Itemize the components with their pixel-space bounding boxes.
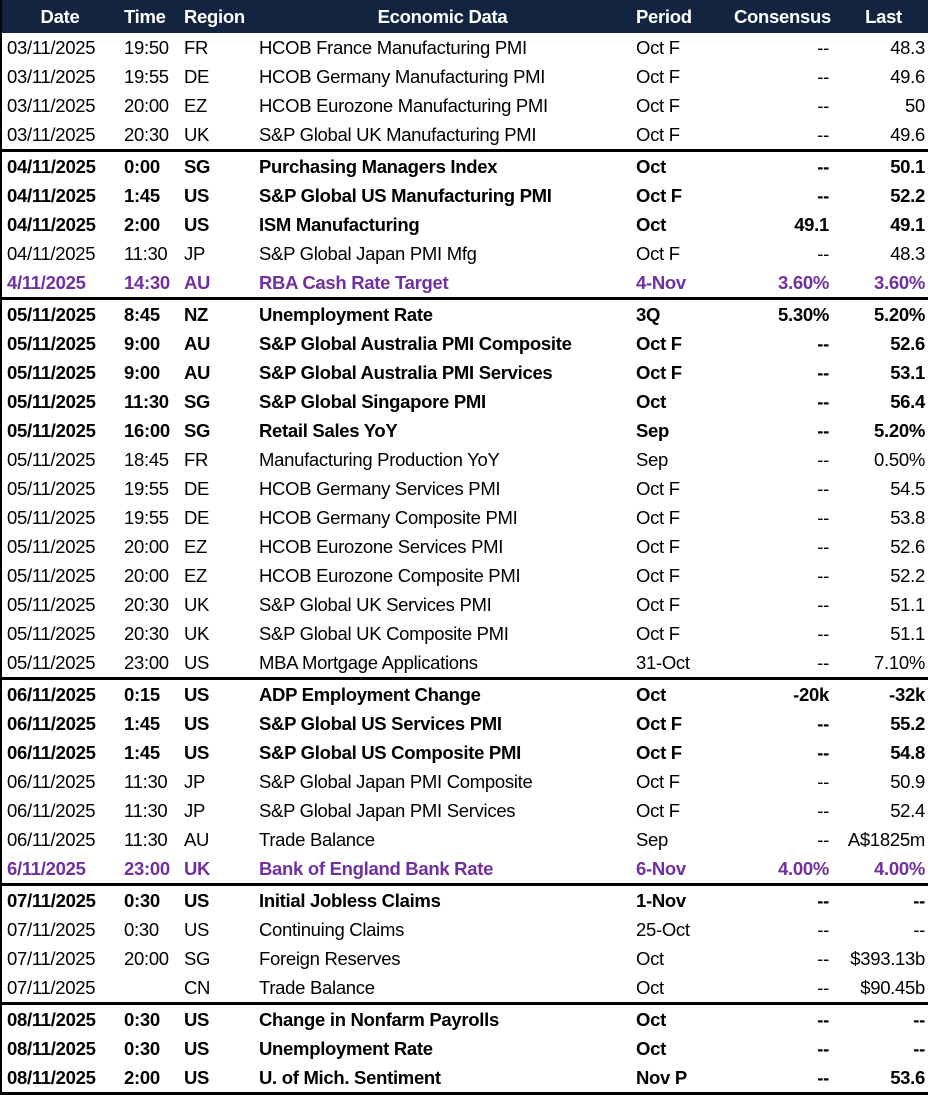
cell-date[interactable]: 05/11/2025	[7, 420, 96, 441]
cell-date[interactable]: 07/11/2025	[7, 919, 96, 940]
cell-last[interactable]: 48.3	[890, 37, 925, 58]
cell-period[interactable]: Oct F	[636, 713, 682, 734]
event-row	[1, 268, 928, 299]
cell-region[interactable]: US	[184, 1067, 210, 1088]
cell-time[interactable]: 16:00	[124, 420, 170, 441]
cell-period[interactable]: Nov P	[636, 1067, 687, 1088]
cell-time[interactable]: 14:30	[124, 272, 170, 293]
cell-region[interactable]: EZ	[184, 95, 208, 116]
cell-consensus[interactable]: --	[817, 185, 829, 206]
header-time[interactable]: Time	[118, 0, 180, 33]
cell-time[interactable]	[118, 973, 180, 1004]
cell-region[interactable]: UK	[184, 124, 210, 145]
cell-region[interactable]: UK	[184, 858, 211, 879]
cell-last[interactable]: --	[839, 1004, 928, 1035]
cell-period[interactable]: Oct	[631, 1004, 729, 1035]
cell-region[interactable]: DE	[184, 478, 210, 499]
cell-event[interactable]: S&P Global Japan PMI Composite	[259, 771, 533, 792]
event-row	[1, 648, 928, 679]
cell-region[interactable]: US	[180, 885, 254, 916]
event-row	[1, 619, 928, 648]
cell-period[interactable]: 4-Nov	[636, 272, 686, 293]
cell-time[interactable]: 19:55	[124, 478, 169, 499]
cell-date[interactable]: 05/11/2025	[7, 362, 96, 383]
event-row	[1, 503, 928, 532]
cell-last[interactable]: 52.4	[890, 800, 925, 821]
cell-event[interactable]: S&P Global Japan PMI Services	[259, 800, 516, 821]
event-row	[1, 329, 928, 358]
cell-date[interactable]: 05/11/2025	[7, 507, 96, 528]
cell-date[interactable]: 03/11/2025	[7, 37, 96, 58]
cell-period[interactable]: Oct F	[636, 95, 680, 116]
cell-region[interactable]: SG	[184, 948, 211, 969]
cell-period[interactable]: Oct F	[636, 66, 680, 87]
cell-time[interactable]: 2:00	[124, 1067, 160, 1088]
cell-event[interactable]: S&P Global UK Composite PMI	[259, 623, 509, 644]
cell-last[interactable]: 55.2	[890, 713, 925, 734]
cell-last[interactable]: 3.60%	[874, 272, 925, 293]
cell-region[interactable]: SG	[180, 151, 254, 182]
cell-last[interactable]: 7.10%	[874, 652, 925, 673]
cell-region[interactable]: NZ	[180, 299, 254, 330]
cell-period[interactable]: Sep	[636, 829, 669, 850]
cell-event[interactable]: S&P Global Japan PMI Mfg	[259, 243, 477, 264]
cell-last[interactable]: $90.45b	[860, 977, 925, 998]
cell-date[interactable]: 06/11/2025	[7, 713, 96, 734]
cell-time[interactable]: 9:00	[124, 333, 160, 354]
cell-last[interactable]: -32k	[839, 679, 928, 710]
cell-last[interactable]: 52.6	[890, 333, 925, 354]
event-row	[1, 973, 928, 1004]
cell-time[interactable]: 19:55	[124, 507, 169, 528]
cell-last[interactable]: 50.9	[890, 771, 925, 792]
cell-consensus[interactable]: --	[817, 391, 829, 412]
cell-last[interactable]: 49.6	[890, 124, 925, 145]
cell-period[interactable]: Oct	[636, 948, 664, 969]
cell-region[interactable]: CN	[184, 977, 211, 998]
cell-region[interactable]: DE	[184, 507, 210, 528]
cell-time[interactable]: 19:50	[124, 37, 169, 58]
cell-period[interactable]: Oct F	[636, 623, 680, 644]
cell-date[interactable]: 05/11/2025	[7, 536, 96, 557]
event-row	[1, 532, 928, 561]
cell-consensus[interactable]: --	[817, 449, 829, 470]
cell-event[interactable]: Unemployment Rate	[259, 1038, 433, 1059]
cell-region[interactable]: FR	[184, 37, 209, 58]
cell-date[interactable]: 03/11/2025	[7, 95, 96, 116]
cell-last[interactable]: $393.13b	[850, 948, 925, 969]
cell-time[interactable]: 0:30	[118, 1004, 180, 1035]
cell-time[interactable]: 23:00	[124, 858, 170, 879]
cell-consensus[interactable]: --	[817, 919, 829, 940]
cell-last[interactable]: 0.50%	[874, 449, 925, 470]
cell-last[interactable]: 52.6	[890, 536, 925, 557]
cell-period[interactable]: Sep	[636, 420, 670, 441]
cell-last[interactable]: 5.20%	[874, 420, 925, 441]
cell-region[interactable]: US	[180, 679, 254, 710]
cell-last[interactable]: 53.8	[890, 507, 925, 528]
cell-period[interactable]: Oct	[636, 1038, 666, 1059]
event-row	[1, 709, 928, 738]
cell-period[interactable]: Oct F	[636, 333, 682, 354]
cell-region[interactable]: EZ	[184, 536, 208, 557]
cell-region[interactable]: US	[184, 185, 210, 206]
cell-date[interactable]: 04/11/2025	[7, 185, 96, 206]
cell-last[interactable]: --	[913, 1038, 925, 1059]
cell-period[interactable]: Oct F	[636, 243, 680, 264]
cell-period[interactable]: 25-Oct	[636, 919, 690, 940]
cell-consensus[interactable]: --	[817, 124, 829, 145]
cell-consensus[interactable]: --	[729, 151, 839, 182]
event-row	[1, 1034, 928, 1063]
cell-region[interactable]: UK	[184, 594, 210, 615]
event-row	[1, 210, 928, 239]
event-row	[1, 1004, 928, 1035]
cell-region[interactable]: SG	[184, 420, 211, 441]
cell-region[interactable]: AU	[184, 272, 211, 293]
cell-last[interactable]: 49.6	[890, 66, 925, 87]
cell-time[interactable]: 1:45	[124, 713, 160, 734]
cell-date[interactable]: 4/11/2025	[7, 272, 86, 293]
cell-time[interactable]: 11:30	[124, 391, 169, 412]
cell-consensus[interactable]: --	[817, 507, 829, 528]
cell-event[interactable]: Continuing Claims	[259, 919, 405, 940]
event-row	[1, 181, 928, 210]
cell-consensus[interactable]: --	[817, 362, 829, 383]
cell-period[interactable]: Oct F	[636, 185, 682, 206]
cell-last[interactable]: 51.1	[890, 623, 925, 644]
cell-last[interactable]: 50	[905, 95, 925, 116]
cell-time[interactable]: 20:30	[124, 623, 169, 644]
cell-period[interactable]: Oct F	[636, 536, 680, 557]
event-row	[1, 474, 928, 503]
event-row	[1, 561, 928, 590]
cell-period[interactable]: Oct F	[636, 800, 680, 821]
cell-region[interactable]: JP	[184, 243, 205, 264]
cell-event[interactable]: Unemployment Rate	[254, 299, 631, 330]
event-row	[1, 33, 928, 62]
cell-date[interactable]: 06/11/2025	[7, 800, 96, 821]
event-row	[1, 679, 928, 710]
cell-time[interactable]: 18:45	[124, 449, 169, 470]
event-row	[1, 944, 928, 973]
cell-consensus[interactable]: --	[817, 800, 829, 821]
cell-event[interactable]: Change in Nonfarm Payrolls	[254, 1004, 631, 1035]
cell-date[interactable]: 04/11/2025	[7, 214, 96, 235]
event-row	[1, 445, 928, 474]
cell-last[interactable]: 54.8	[890, 742, 925, 763]
cell-time[interactable]: 20:30	[124, 124, 169, 145]
cell-date[interactable]: 05/11/2025	[7, 333, 96, 354]
event-row	[1, 738, 928, 767]
cell-period[interactable]: Oct F	[636, 771, 680, 792]
event-row	[1, 825, 928, 854]
cell-date[interactable]: 05/11/2025	[1, 299, 118, 330]
cell-event[interactable]: U. of Mich. Sentiment	[259, 1067, 441, 1088]
cell-time[interactable]: 20:30	[124, 594, 169, 615]
cell-last[interactable]: 50.1	[839, 151, 928, 182]
calendar-body	[1, 33, 928, 1094]
cell-time[interactable]: 11:30	[124, 829, 168, 850]
cell-last[interactable]: 56.4	[890, 391, 925, 412]
event-row	[1, 854, 928, 885]
cell-date[interactable]: 08/11/2025	[7, 1067, 96, 1088]
cell-region[interactable]: JP	[184, 771, 205, 792]
cell-consensus[interactable]: --	[817, 37, 829, 58]
event-row	[1, 915, 928, 944]
cell-event[interactable]: ISM Manufacturing	[259, 214, 420, 235]
cell-date[interactable]: 05/11/2025	[7, 391, 96, 412]
header-period[interactable]: Period	[631, 0, 729, 33]
cell-time[interactable]: 8:45	[118, 299, 180, 330]
cell-date[interactable]: 05/11/2025	[7, 652, 96, 673]
cell-period[interactable]: Oct	[631, 679, 729, 710]
event-row	[1, 387, 928, 416]
cell-event[interactable]: Trade Balance	[259, 829, 375, 850]
cell-last[interactable]: --	[839, 885, 928, 916]
event-row	[1, 416, 928, 445]
cell-event[interactable]: S&P Global UK Services PMI	[259, 594, 492, 615]
cell-date[interactable]: 07/11/2025	[7, 948, 96, 969]
cell-time[interactable]: 1:45	[124, 742, 160, 763]
cell-event[interactable]: Retail Sales YoY	[259, 420, 398, 441]
cell-last[interactable]: --	[913, 919, 925, 940]
cell-event[interactable]: Manufacturing Production YoY	[259, 449, 500, 470]
cell-region[interactable]: US	[184, 713, 210, 734]
cell-region[interactable]: EZ	[184, 565, 208, 586]
cell-date[interactable]: 06/11/2025	[7, 742, 96, 763]
cell-last[interactable]: 49.1	[890, 214, 925, 235]
cell-event[interactable]: HCOB France Manufacturing PMI	[259, 37, 527, 58]
cell-event[interactable]: MBA Mortgage Applications	[259, 652, 478, 673]
event-row	[1, 796, 928, 825]
cell-consensus[interactable]: 3.60%	[778, 272, 829, 293]
cell-date[interactable]: 05/11/2025	[7, 449, 96, 470]
cell-consensus[interactable]: 49.1	[794, 214, 829, 235]
cell-consensus[interactable]: --	[729, 885, 839, 916]
cell-date[interactable]: 6/11/2025	[7, 858, 86, 879]
cell-time[interactable]: 0:00	[118, 151, 180, 182]
event-row	[1, 1063, 928, 1094]
cell-consensus[interactable]: --	[817, 243, 829, 264]
cell-date[interactable]: 05/11/2025	[7, 594, 96, 615]
header-last[interactable]: Last	[839, 0, 928, 33]
cell-time[interactable]: 1:45	[124, 185, 160, 206]
cell-event[interactable]: S&P Global Australia PMI Composite	[259, 333, 572, 354]
cell-consensus[interactable]: -20k	[729, 679, 839, 710]
event-row	[1, 151, 928, 182]
cell-period[interactable]: Oct	[636, 391, 666, 412]
calendar-header	[1, 0, 928, 33]
cell-consensus[interactable]: --	[729, 1004, 839, 1035]
event-row	[1, 91, 928, 120]
cell-region[interactable]: US	[184, 652, 210, 673]
cell-period[interactable]: Oct	[636, 977, 664, 998]
event-row	[1, 239, 928, 268]
cell-consensus[interactable]: --	[817, 333, 829, 354]
cell-event[interactable]: HCOB Eurozone Services PMI	[259, 536, 504, 557]
cell-event[interactable]: S&P Global UK Manufacturing PMI	[259, 124, 537, 145]
cell-time[interactable]: 0:15	[118, 679, 180, 710]
cell-region[interactable]: FR	[184, 449, 209, 470]
event-row	[1, 590, 928, 619]
cell-consensus[interactable]: --	[817, 742, 829, 763]
cell-consensus[interactable]: --	[817, 652, 829, 673]
cell-consensus[interactable]: --	[817, 623, 829, 644]
cell-region[interactable]: AU	[184, 362, 211, 383]
cell-event[interactable]: Initial Jobless Claims	[254, 885, 631, 916]
cell-consensus[interactable]: --	[817, 771, 829, 792]
cell-time[interactable]: 11:30	[124, 800, 168, 821]
cell-date[interactable]: 05/11/2025	[7, 565, 96, 586]
cell-period[interactable]: Oct	[631, 151, 729, 182]
cell-last[interactable]: A$1825m	[847, 829, 925, 850]
cell-period[interactable]: Oct F	[636, 742, 682, 763]
cell-period[interactable]: Oct F	[636, 565, 680, 586]
event-row	[1, 120, 928, 151]
cell-time[interactable]: 20:00	[124, 536, 169, 557]
cell-date[interactable]: 07/11/2025	[7, 977, 96, 998]
cell-last[interactable]: 52.2	[890, 185, 925, 206]
cell-date[interactable]: 05/11/2025	[7, 623, 96, 644]
header-consensus[interactable]: Consensus	[729, 0, 839, 33]
cell-date[interactable]: 06/11/2025	[7, 771, 96, 792]
cell-period[interactable]: Oct F	[636, 362, 682, 383]
cell-period[interactable]: 3Q	[631, 299, 729, 330]
cell-time[interactable]: 0:30	[124, 1038, 160, 1059]
cell-consensus[interactable]: 4.00%	[778, 858, 829, 879]
cell-consensus[interactable]: 5.30%	[729, 299, 839, 330]
header-region[interactable]: Region	[180, 0, 254, 33]
cell-event[interactable]: S&P Global Australia PMI Services	[259, 362, 553, 383]
event-row	[1, 299, 928, 330]
cell-consensus[interactable]: --	[817, 1067, 829, 1088]
cell-event[interactable]: HCOB Germany Services PMI	[259, 478, 501, 499]
cell-consensus[interactable]: --	[817, 66, 829, 87]
cell-period[interactable]: Oct F	[636, 124, 680, 145]
cell-date[interactable]: 07/11/2025	[1, 885, 118, 916]
cell-last[interactable]: 54.5	[890, 478, 925, 499]
header-date[interactable]: Date	[1, 0, 118, 33]
cell-date[interactable]: 08/11/2025	[1, 1004, 118, 1035]
cell-event[interactable]: HCOB Germany Composite PMI	[259, 507, 518, 528]
cell-region[interactable]: SG	[184, 391, 211, 412]
cell-event[interactable]: HCOB Eurozone Composite PMI	[259, 565, 521, 586]
cell-consensus[interactable]: --	[817, 1038, 829, 1059]
cell-date[interactable]: 06/11/2025	[7, 829, 96, 850]
cell-time[interactable]: 11:30	[124, 771, 168, 792]
event-row	[1, 358, 928, 387]
cell-event[interactable]: ADP Employment Change	[254, 679, 631, 710]
cell-date[interactable]: 08/11/2025	[7, 1038, 96, 1059]
cell-event[interactable]: Purchasing Managers Index	[254, 151, 631, 182]
cell-time[interactable]: 0:30	[124, 919, 159, 940]
cell-consensus[interactable]: --	[817, 977, 829, 998]
cell-consensus[interactable]: --	[817, 565, 829, 586]
cell-period[interactable]: Oct F	[636, 37, 680, 58]
cell-date[interactable]: 04/11/2025	[1, 151, 118, 182]
cell-consensus[interactable]: --	[817, 420, 829, 441]
cell-date[interactable]: 06/11/2025	[1, 679, 118, 710]
cell-region[interactable]: US	[184, 919, 210, 940]
cell-region[interactable]: US	[184, 1038, 210, 1059]
header-row	[1, 0, 928, 33]
cell-consensus[interactable]: --	[817, 713, 829, 734]
cell-consensus[interactable]: --	[817, 594, 829, 615]
cell-time[interactable]: 19:55	[124, 66, 169, 87]
cell-last[interactable]: 53.6	[890, 1067, 925, 1088]
cell-date[interactable]: 04/11/2025	[7, 243, 96, 264]
cell-period[interactable]: Oct	[636, 214, 666, 235]
cell-event[interactable]: HCOB Germany Manufacturing PMI	[259, 66, 546, 87]
cell-date[interactable]: 05/11/2025	[7, 478, 96, 499]
cell-last[interactable]: 5.20%	[839, 299, 928, 330]
cell-event[interactable]: S&P Global Singapore PMI	[259, 391, 486, 412]
cell-event[interactable]: Trade Balance	[259, 977, 375, 998]
cell-period[interactable]: 31-Oct	[636, 652, 690, 673]
cell-region[interactable]: US	[184, 214, 210, 235]
cell-event[interactable]: S&P Global US Composite PMI	[259, 742, 521, 763]
cell-region[interactable]: UK	[184, 623, 210, 644]
event-row	[1, 767, 928, 796]
cell-period[interactable]: 6-Nov	[636, 858, 686, 879]
cell-period[interactable]: Sep	[636, 449, 669, 470]
cell-period[interactable]: 1-Nov	[631, 885, 729, 916]
cell-period[interactable]: Oct F	[636, 507, 680, 528]
cell-consensus[interactable]: --	[817, 95, 829, 116]
cell-consensus[interactable]: --	[817, 478, 829, 499]
event-row	[1, 885, 928, 916]
cell-time[interactable]: 20:00	[124, 948, 169, 969]
cell-region[interactable]: US	[184, 742, 210, 763]
cell-time[interactable]: 2:00	[124, 214, 160, 235]
cell-consensus[interactable]: --	[817, 536, 829, 557]
cell-time[interactable]: 20:00	[124, 565, 169, 586]
cell-event[interactable]: Bank of England Bank Rate	[259, 858, 494, 879]
cell-region[interactable]: DE	[184, 66, 210, 87]
cell-event[interactable]: S&P Global US Manufacturing PMI	[259, 185, 552, 206]
cell-time[interactable]: 23:00	[124, 652, 169, 673]
cell-period[interactable]: Oct F	[636, 478, 680, 499]
cell-consensus[interactable]: --	[817, 948, 829, 969]
cell-time[interactable]: 0:30	[118, 885, 180, 916]
cell-event[interactable]: HCOB Eurozone Manufacturing PMI	[259, 95, 548, 116]
cell-region[interactable]: AU	[184, 829, 210, 850]
cell-period[interactable]: Oct F	[636, 594, 680, 615]
cell-last[interactable]: 53.1	[890, 362, 925, 383]
header-economic-data[interactable]: Economic Data	[254, 0, 631, 33]
cell-last[interactable]: 4.00%	[874, 858, 925, 879]
event-row	[1, 62, 928, 91]
cell-region[interactable]: AU	[184, 333, 211, 354]
cell-consensus[interactable]: --	[817, 829, 829, 850]
cell-event[interactable]: Foreign Reserves	[259, 948, 401, 969]
cell-last[interactable]: 52.2	[890, 565, 925, 586]
cell-time[interactable]: 11:30	[124, 243, 168, 264]
cell-event[interactable]: RBA Cash Rate Target	[259, 272, 449, 293]
cell-last[interactable]: 51.1	[890, 594, 925, 615]
cell-event[interactable]: S&P Global US Services PMI	[259, 713, 502, 734]
cell-time[interactable]: 9:00	[124, 362, 160, 383]
cell-date[interactable]: 03/11/2025	[7, 124, 96, 145]
cell-last[interactable]: 48.3	[890, 243, 925, 264]
cell-region[interactable]: JP	[184, 800, 205, 821]
cell-time[interactable]: 20:00	[124, 95, 169, 116]
cell-date[interactable]: 03/11/2025	[7, 66, 96, 87]
cell-region[interactable]: US	[180, 1004, 254, 1035]
